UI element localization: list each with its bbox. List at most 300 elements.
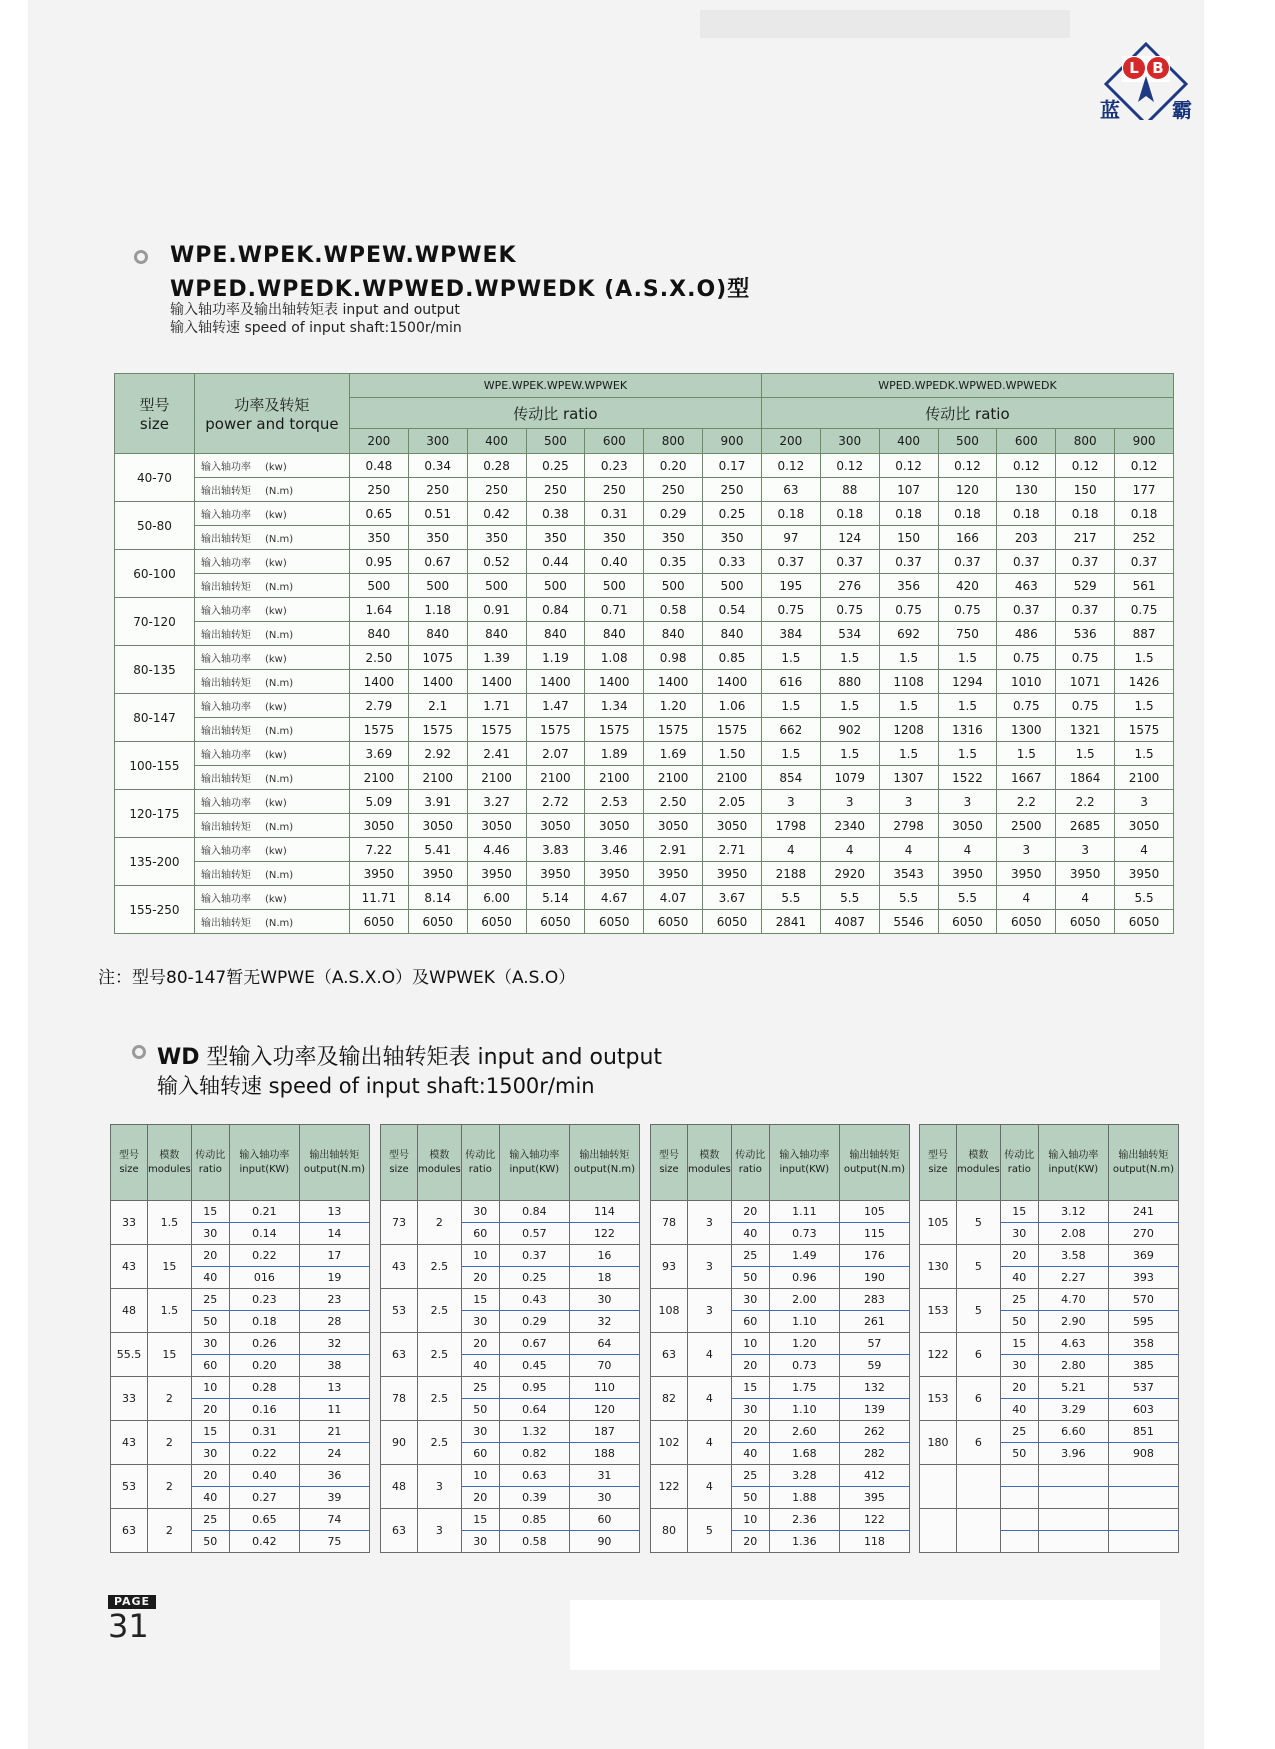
value-cell: 0.12 bbox=[938, 454, 997, 478]
wd-header-cell bbox=[1108, 1125, 1178, 1201]
wd-value-cell: 90 bbox=[569, 1531, 639, 1553]
input-power-label bbox=[194, 502, 349, 526]
value-cell: 0.54 bbox=[703, 598, 762, 622]
value-cell: 750 bbox=[938, 622, 997, 646]
value-cell: 3 bbox=[938, 790, 997, 814]
wd-value-cell: 18 bbox=[569, 1267, 639, 1289]
value-cell: 3050 bbox=[585, 814, 644, 838]
value-cell: 500 bbox=[349, 574, 408, 598]
wd-value-cell bbox=[1000, 1531, 1038, 1553]
wd-value-cell: 0.21 bbox=[229, 1201, 299, 1223]
wd-value-cell: 30 bbox=[731, 1399, 769, 1421]
value-cell: 500 bbox=[585, 574, 644, 598]
value-cell: 4 bbox=[997, 886, 1056, 910]
wd-value-cell: 0.73 bbox=[769, 1223, 839, 1245]
wd-value-cell: 30 bbox=[461, 1201, 499, 1223]
wd-header-cn: 模数 bbox=[699, 1149, 720, 1161]
wd-size-cell: 153 bbox=[920, 1377, 957, 1421]
wd-value-cell: 110 bbox=[569, 1377, 639, 1399]
wd-value-cell: 4.63 bbox=[1038, 1333, 1108, 1355]
value-cell: 0.18 bbox=[879, 502, 938, 526]
value-cell: 1.39 bbox=[467, 646, 526, 670]
wd-size-cell: 122 bbox=[920, 1333, 957, 1377]
value-cell: 0.75 bbox=[997, 646, 1056, 670]
wd-value-cell: 0.85 bbox=[499, 1509, 569, 1531]
value-cell: 177 bbox=[1115, 478, 1174, 502]
value-cell: 0.18 bbox=[761, 502, 820, 526]
table-row bbox=[115, 742, 1174, 766]
value-cell: 0.98 bbox=[644, 646, 703, 670]
value-cell: 4.67 bbox=[585, 886, 644, 910]
wd-value-cell: 36 bbox=[299, 1465, 369, 1487]
wd-value-cell: 30 bbox=[461, 1421, 499, 1443]
wd-value-cell: 15 bbox=[461, 1289, 499, 1311]
wd-mod-cell: 3 bbox=[418, 1509, 462, 1553]
wd-value-cell: 0.84 bbox=[499, 1201, 569, 1223]
table-row bbox=[115, 622, 1174, 646]
wd-value-cell: 40 bbox=[1000, 1267, 1038, 1289]
output-torque-label bbox=[194, 670, 349, 694]
wd-header-cell bbox=[569, 1125, 639, 1201]
value-cell: 11.71 bbox=[349, 886, 408, 910]
table-row bbox=[115, 454, 1174, 478]
section2-bullet-icon bbox=[132, 1045, 146, 1059]
output-torque-label bbox=[194, 526, 349, 550]
value-cell: 840 bbox=[349, 622, 408, 646]
wd-value-cell: 60 bbox=[731, 1311, 769, 1333]
value-cell: 0.17 bbox=[703, 454, 762, 478]
wd-mod-cell: 2 bbox=[148, 1509, 192, 1553]
wd-mod-cell: 1.5 bbox=[148, 1201, 192, 1245]
wd-value-cell: 20 bbox=[1000, 1377, 1038, 1399]
value-cell: 97 bbox=[761, 526, 820, 550]
wd-value-cell: 15 bbox=[191, 1201, 229, 1223]
wd-value-cell: 358 bbox=[1108, 1333, 1178, 1355]
value-cell: 1.5 bbox=[1115, 742, 1174, 766]
value-cell: 6050 bbox=[349, 910, 408, 934]
wd-value-cell: 0.67 bbox=[499, 1333, 569, 1355]
row-label-text: 输入轴功率 bbox=[200, 462, 251, 473]
wd-mod-cell: 4 bbox=[688, 1465, 732, 1509]
wd-value-cell: 40 bbox=[461, 1355, 499, 1377]
wd-header-cn: 输入轴功率 bbox=[509, 1149, 560, 1161]
section2-title-bold: WD bbox=[157, 1045, 200, 1070]
ratio-header-cell: 400 bbox=[467, 429, 526, 454]
row-label-text: 输入轴功率 bbox=[200, 654, 251, 665]
wd-header-en: output(N.m) bbox=[573, 1163, 636, 1175]
wd-mod-cell: 5 bbox=[957, 1201, 1001, 1245]
wd-value-cell: 595 bbox=[1108, 1311, 1178, 1333]
ratio-header-cell: 900 bbox=[703, 429, 762, 454]
wd-value-cell: 20 bbox=[731, 1531, 769, 1553]
wd-value-cell: 3.58 bbox=[1038, 1245, 1108, 1267]
wd-value-cell: 2.80 bbox=[1038, 1355, 1108, 1377]
value-cell: 0.44 bbox=[526, 550, 585, 574]
value-cell: 1.5 bbox=[879, 694, 938, 718]
wd-value-cell: 0.96 bbox=[769, 1267, 839, 1289]
wd-header-cn: 输入轴功率 bbox=[239, 1149, 290, 1161]
value-cell: 124 bbox=[820, 526, 879, 550]
wd-value-cell bbox=[1000, 1487, 1038, 1509]
section1-subtitle1: 输入轴功率及输出轴转矩表 input and output bbox=[170, 302, 460, 318]
value-cell: 2100 bbox=[1115, 766, 1174, 790]
wd-value-cell bbox=[1108, 1487, 1178, 1509]
value-cell: 3050 bbox=[408, 814, 467, 838]
wd-header-cell bbox=[461, 1125, 499, 1201]
value-cell: 2100 bbox=[526, 766, 585, 790]
row-unit-text: (kw) bbox=[264, 558, 287, 569]
wd-size-cell: 33 bbox=[111, 1201, 148, 1245]
wd-value-cell: 120 bbox=[569, 1399, 639, 1421]
wd-header-cn: 传动比 bbox=[195, 1149, 226, 1161]
value-cell: 3950 bbox=[526, 862, 585, 886]
wd-header-cn: 输出轴转矩 bbox=[1118, 1149, 1169, 1161]
header-ratio-1: 传动比 ratio bbox=[349, 398, 761, 429]
value-cell: 150 bbox=[879, 526, 938, 550]
wd-row bbox=[381, 1509, 640, 1531]
value-cell: 2.50 bbox=[644, 790, 703, 814]
ratio-header-cell: 500 bbox=[526, 429, 585, 454]
wd-value-cell: 40 bbox=[191, 1267, 229, 1289]
wd-header-en: input(KW) bbox=[779, 1163, 830, 1175]
wd-header-cn: 输出轴转矩 bbox=[579, 1149, 630, 1161]
wd-value-cell: 0.22 bbox=[229, 1443, 299, 1465]
wd-value-cell: 603 bbox=[1108, 1399, 1178, 1421]
value-cell: 1.5 bbox=[1056, 742, 1115, 766]
value-cell: 2500 bbox=[997, 814, 1056, 838]
wd-row bbox=[381, 1377, 640, 1399]
value-cell: 3.91 bbox=[408, 790, 467, 814]
wd-mod-cell: 15 bbox=[148, 1245, 192, 1289]
wd-value-cell: 38 bbox=[299, 1355, 369, 1377]
row-unit-text: (N.m) bbox=[264, 678, 294, 689]
size-cell: 100-155 bbox=[115, 742, 195, 790]
table-row bbox=[115, 838, 1174, 862]
wd-value-cell: 176 bbox=[839, 1245, 909, 1267]
value-cell: 4 bbox=[1056, 886, 1115, 910]
wd-size-cell: 73 bbox=[381, 1201, 418, 1245]
wd-size-cell: 43 bbox=[381, 1245, 418, 1289]
wd-value-cell: 0.14 bbox=[229, 1223, 299, 1245]
value-cell: 1522 bbox=[938, 766, 997, 790]
size-cell: 135-200 bbox=[115, 838, 195, 886]
wd-value-cell: 0.28 bbox=[229, 1377, 299, 1399]
wd-value-cell: 25 bbox=[731, 1465, 769, 1487]
value-cell: 150 bbox=[1056, 478, 1115, 502]
wd-value-cell: 10 bbox=[731, 1509, 769, 1531]
value-cell: 0.18 bbox=[938, 502, 997, 526]
table-row bbox=[115, 574, 1174, 598]
wd-header-cn: 传动比 bbox=[735, 1149, 766, 1161]
value-cell: 1.47 bbox=[526, 694, 585, 718]
wd-value-cell: 30 bbox=[1000, 1223, 1038, 1245]
wd-row bbox=[920, 1465, 1179, 1487]
wd-table-4 bbox=[919, 1124, 1179, 1553]
row-label-text: 输出轴转矩 bbox=[200, 678, 251, 689]
wd-table-2 bbox=[380, 1124, 640, 1553]
wd-header-en: size bbox=[389, 1163, 409, 1175]
value-cell: 203 bbox=[997, 526, 1056, 550]
wd-size-cell: 53 bbox=[381, 1289, 418, 1333]
table-row bbox=[115, 598, 1174, 622]
wd-value-cell: 30 bbox=[461, 1311, 499, 1333]
wd-value-cell: 25 bbox=[191, 1289, 229, 1311]
value-cell: 840 bbox=[644, 622, 703, 646]
wd-header-en: modules bbox=[957, 1163, 1000, 1175]
logo-letter-l: L bbox=[1129, 59, 1139, 77]
value-cell: 2100 bbox=[467, 766, 526, 790]
section-bullet-icon bbox=[134, 250, 148, 264]
wd-value-cell: 016 bbox=[229, 1267, 299, 1289]
wd-value-cell: 25 bbox=[461, 1377, 499, 1399]
value-cell: 3.69 bbox=[349, 742, 408, 766]
wd-size-cell: 48 bbox=[381, 1465, 418, 1509]
wd-value-cell: 70 bbox=[569, 1355, 639, 1377]
wd-value-cell: 75 bbox=[299, 1531, 369, 1553]
wd-table-1 bbox=[110, 1124, 370, 1553]
ratio-header-cell: 800 bbox=[644, 429, 703, 454]
value-cell: 3950 bbox=[467, 862, 526, 886]
value-cell: 2.79 bbox=[349, 694, 408, 718]
wd-value-cell: 20 bbox=[461, 1333, 499, 1355]
wd-mod-cell bbox=[957, 1509, 1001, 1553]
value-cell: 1079 bbox=[820, 766, 879, 790]
wd-value-cell: 20 bbox=[191, 1399, 229, 1421]
header-group1: WPE.WPEK.WPEW.WPWEK bbox=[349, 374, 761, 398]
wd-header-en: input(KW) bbox=[1048, 1163, 1099, 1175]
wd-row bbox=[920, 1289, 1179, 1311]
value-cell: 1400 bbox=[644, 670, 703, 694]
wd-value-cell: 114 bbox=[569, 1201, 639, 1223]
wd-mod-cell: 2 bbox=[148, 1377, 192, 1421]
wd-header-cell bbox=[148, 1125, 192, 1201]
wd-size-cell: 180 bbox=[920, 1421, 957, 1465]
wd-header-cell bbox=[299, 1125, 369, 1201]
wd-value-cell: 20 bbox=[731, 1355, 769, 1377]
value-cell: 3050 bbox=[467, 814, 526, 838]
wd-value-cell: 64 bbox=[569, 1333, 639, 1355]
value-cell: 6050 bbox=[644, 910, 703, 934]
input-power-label bbox=[194, 838, 349, 862]
value-cell: 4 bbox=[938, 838, 997, 862]
wd-table-3 bbox=[650, 1124, 910, 1553]
value-cell: 3050 bbox=[349, 814, 408, 838]
value-cell: 6050 bbox=[1115, 910, 1174, 934]
row-label-text: 输出轴转矩 bbox=[200, 774, 251, 785]
table-row bbox=[115, 478, 1174, 502]
wd-value-cell: 60 bbox=[191, 1355, 229, 1377]
wd-value-cell: 32 bbox=[299, 1333, 369, 1355]
wd-value-cell bbox=[1038, 1465, 1108, 1487]
value-cell: 0.18 bbox=[997, 502, 1056, 526]
wd-value-cell: 0.31 bbox=[229, 1421, 299, 1443]
value-cell: 420 bbox=[938, 574, 997, 598]
value-cell: 1.20 bbox=[644, 694, 703, 718]
value-cell: 0.12 bbox=[761, 454, 820, 478]
row-unit-text: (N.m) bbox=[264, 870, 294, 881]
wd-value-cell: 59 bbox=[839, 1355, 909, 1377]
wd-value-cell: 1.11 bbox=[769, 1201, 839, 1223]
value-cell: 0.33 bbox=[703, 550, 762, 574]
row-label-text: 输入轴功率 bbox=[200, 798, 251, 809]
value-cell: 350 bbox=[526, 526, 585, 550]
value-cell: 1321 bbox=[1056, 718, 1115, 742]
wd-value-cell: 28 bbox=[299, 1311, 369, 1333]
wd-header-cell bbox=[111, 1125, 148, 1201]
value-cell: 3543 bbox=[879, 862, 938, 886]
value-cell: 1.89 bbox=[585, 742, 644, 766]
wd-value-cell: 39 bbox=[299, 1487, 369, 1509]
wd-value-cell: 0.45 bbox=[499, 1355, 569, 1377]
value-cell: 0.75 bbox=[1115, 598, 1174, 622]
wd-size-cell: 90 bbox=[381, 1421, 418, 1465]
wd-header-cn: 型号 bbox=[659, 1149, 680, 1161]
row-label-text: 输入轴功率 bbox=[200, 894, 251, 905]
ratio-header-cell: 500 bbox=[938, 429, 997, 454]
scan-shade bbox=[700, 10, 1070, 38]
value-cell: 0.23 bbox=[585, 454, 644, 478]
value-cell: 3950 bbox=[997, 862, 1056, 886]
wd-size-cell: 108 bbox=[651, 1289, 688, 1333]
value-cell: 1400 bbox=[467, 670, 526, 694]
value-cell: 250 bbox=[408, 478, 467, 502]
wd-mod-cell: 2.5 bbox=[418, 1421, 462, 1465]
wd-header-cn: 输入轴功率 bbox=[1048, 1149, 1099, 1161]
wd-value-cell: 50 bbox=[1000, 1311, 1038, 1333]
value-cell: 1400 bbox=[585, 670, 644, 694]
wd-value-cell: 282 bbox=[839, 1443, 909, 1465]
wd-header-cn: 型号 bbox=[928, 1149, 949, 1161]
value-cell: 1.19 bbox=[526, 646, 585, 670]
table-row bbox=[115, 550, 1174, 574]
wd-row bbox=[111, 1465, 370, 1487]
value-cell: 2.1 bbox=[408, 694, 467, 718]
wd-value-cell: 74 bbox=[299, 1509, 369, 1531]
wd-value-cell: 132 bbox=[839, 1377, 909, 1399]
value-cell: 6050 bbox=[997, 910, 1056, 934]
wd-value-cell: 40 bbox=[191, 1487, 229, 1509]
value-cell: 252 bbox=[1115, 526, 1174, 550]
value-cell: 0.42 bbox=[467, 502, 526, 526]
wd-value-cell: 105 bbox=[839, 1201, 909, 1223]
row-label-text: 输出轴转矩 bbox=[200, 918, 251, 929]
wd-value-cell: 0.43 bbox=[499, 1289, 569, 1311]
value-cell: 0.37 bbox=[997, 550, 1056, 574]
value-cell: 0.95 bbox=[349, 550, 408, 574]
wd-value-cell: 190 bbox=[839, 1267, 909, 1289]
value-cell: 4 bbox=[1115, 838, 1174, 862]
value-cell: 887 bbox=[1115, 622, 1174, 646]
value-cell: 2.41 bbox=[467, 742, 526, 766]
wd-value-cell: 0.63 bbox=[499, 1465, 569, 1487]
ratio-header-cell: 600 bbox=[997, 429, 1056, 454]
wd-value-cell: 6.60 bbox=[1038, 1421, 1108, 1443]
value-cell: 1400 bbox=[408, 670, 467, 694]
value-cell: 2340 bbox=[820, 814, 879, 838]
value-cell: 6050 bbox=[703, 910, 762, 934]
wd-value-cell: 1.10 bbox=[769, 1311, 839, 1333]
value-cell: 0.37 bbox=[1056, 550, 1115, 574]
wd-value-cell: 0.26 bbox=[229, 1333, 299, 1355]
value-cell: 534 bbox=[820, 622, 879, 646]
value-cell: 2100 bbox=[703, 766, 762, 790]
value-cell: 1.18 bbox=[408, 598, 467, 622]
size-cell: 80-135 bbox=[115, 646, 195, 694]
value-cell: 6050 bbox=[1056, 910, 1115, 934]
value-cell: 250 bbox=[526, 478, 585, 502]
wd-value-cell: 30 bbox=[191, 1443, 229, 1465]
wd-mod-cell: 3 bbox=[688, 1245, 732, 1289]
wd-value-cell: 24 bbox=[299, 1443, 369, 1465]
wd-value-cell: 15 bbox=[731, 1377, 769, 1399]
wd-value-cell: 20 bbox=[461, 1487, 499, 1509]
row-unit-text: (kw) bbox=[264, 462, 287, 473]
wd-value-cell: 2.08 bbox=[1038, 1223, 1108, 1245]
wd-mod-cell: 2.5 bbox=[418, 1377, 462, 1421]
value-cell: 8.14 bbox=[408, 886, 467, 910]
value-cell: 0.67 bbox=[408, 550, 467, 574]
value-cell: 88 bbox=[820, 478, 879, 502]
row-label-text: 输出轴转矩 bbox=[200, 630, 251, 641]
value-cell: 2.07 bbox=[526, 742, 585, 766]
value-cell: 2.53 bbox=[585, 790, 644, 814]
wd-size-cell: 53 bbox=[111, 1465, 148, 1509]
value-cell: 0.65 bbox=[349, 502, 408, 526]
wd-value-cell: 50 bbox=[731, 1267, 769, 1289]
wd-row bbox=[381, 1421, 640, 1443]
value-cell: 0.20 bbox=[644, 454, 703, 478]
wd-row bbox=[111, 1245, 370, 1267]
output-torque-label bbox=[194, 814, 349, 838]
value-cell: 2100 bbox=[408, 766, 467, 790]
value-cell: 350 bbox=[349, 526, 408, 550]
wd-value-cell: 118 bbox=[839, 1531, 909, 1553]
wd-header-cell bbox=[839, 1125, 909, 1201]
value-cell: 0.91 bbox=[467, 598, 526, 622]
value-cell: 1575 bbox=[349, 718, 408, 742]
wd-row bbox=[651, 1245, 910, 1267]
value-cell: 2.50 bbox=[349, 646, 408, 670]
row-unit-text: (N.m) bbox=[264, 486, 294, 497]
value-cell: 0.75 bbox=[761, 598, 820, 622]
row-unit-text: (N.m) bbox=[264, 630, 294, 641]
value-cell: 3 bbox=[820, 790, 879, 814]
wd-value-cell: 0.58 bbox=[499, 1531, 569, 1553]
wd-value-cell: 122 bbox=[839, 1509, 909, 1531]
value-cell: 0.18 bbox=[820, 502, 879, 526]
value-cell: 536 bbox=[1056, 622, 1115, 646]
wd-row bbox=[651, 1333, 910, 1355]
wd-value-cell: 40 bbox=[731, 1443, 769, 1465]
wd-value-cell: 1.75 bbox=[769, 1377, 839, 1399]
value-cell: 0.37 bbox=[997, 598, 1056, 622]
wd-row bbox=[111, 1421, 370, 1443]
value-cell: 6050 bbox=[938, 910, 997, 934]
section2-title-rest: 型输入功率及输出轴转矩表 input and output bbox=[199, 1045, 663, 1070]
value-cell: 6050 bbox=[585, 910, 644, 934]
size-cell: 80-147 bbox=[115, 694, 195, 742]
value-cell: 2.2 bbox=[997, 790, 1056, 814]
wd-value-cell: 16 bbox=[569, 1245, 639, 1267]
table-row bbox=[115, 790, 1174, 814]
wd-header-cell bbox=[418, 1125, 462, 1201]
wd-row bbox=[651, 1201, 910, 1223]
wd-value-cell bbox=[1038, 1487, 1108, 1509]
wd-row bbox=[381, 1333, 640, 1355]
value-cell: 250 bbox=[585, 478, 644, 502]
value-cell: 7.22 bbox=[349, 838, 408, 862]
wd-mod-cell: 5 bbox=[688, 1509, 732, 1553]
